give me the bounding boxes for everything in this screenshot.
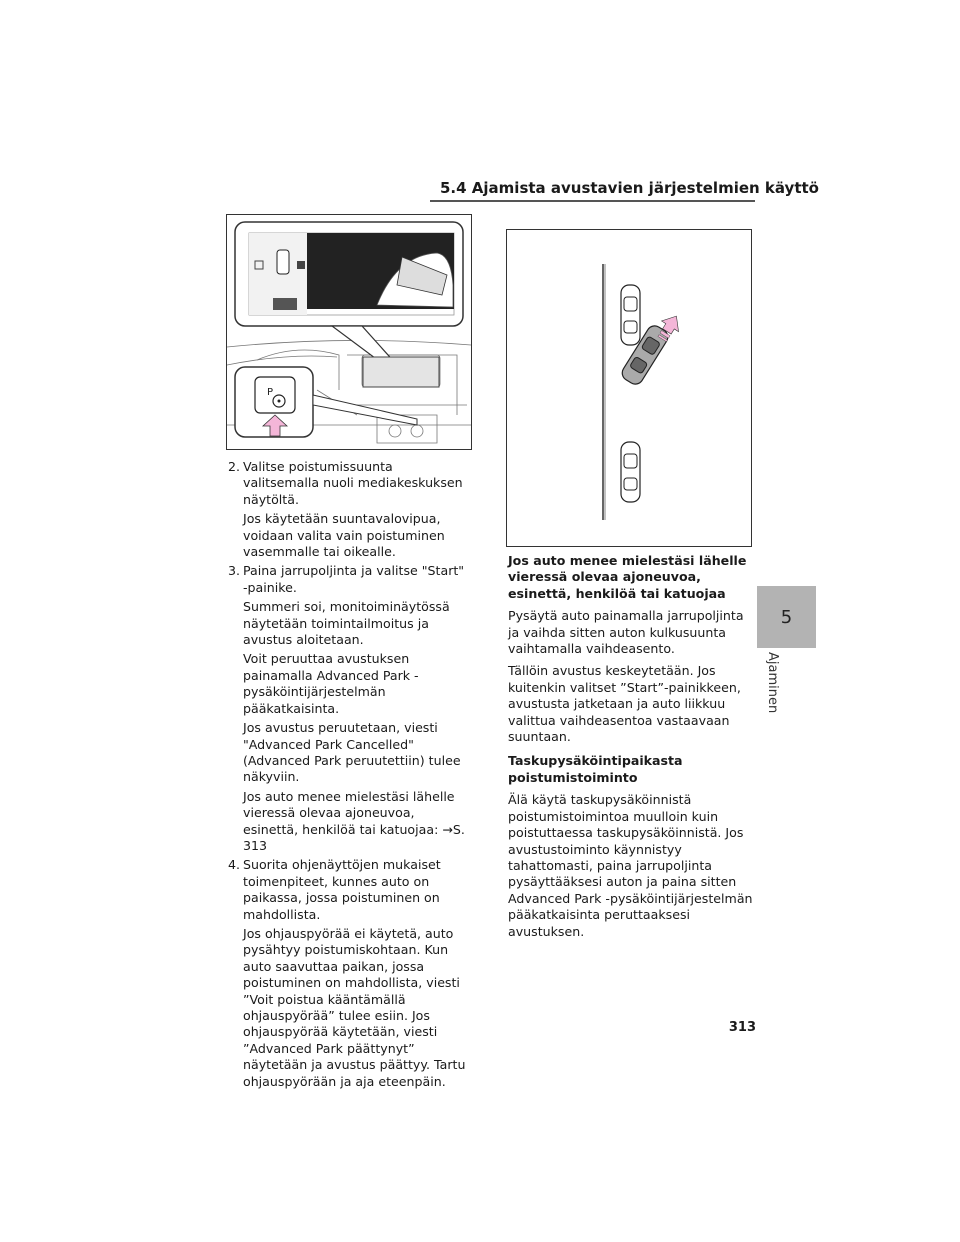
- section-heading: Jos auto menee mielestäsi lähelle vieressä olevaa ajoneuvoa, esinettä, henkilöä tai katuojaa: [508, 553, 747, 601]
- step-note: Voit peruuttaa avustuksen painamalla Advanced Park -pysäköintijärjestelmän pääkatkaisinta.: [243, 651, 419, 716]
- section-heading: Taskupysäköintipaikasta poistumistoiminto: [508, 753, 683, 785]
- step-text: Paina jarrupoljinta ja valitse "Start" -painike.: [243, 563, 465, 595]
- step-3: [228, 563, 472, 596]
- chapter-tab: 5: [757, 586, 816, 648]
- step-2: [228, 459, 472, 508]
- step-number: 4.: [228, 857, 241, 873]
- step-note: Jos ohjauspyörää ei käytetä, auto pysähtyy poistumiskohtaan. Kun auto saavuttaa paikan, jossa poistuminen on mahdollista, viesti ”Voit poistua kääntämällä ohjauspyörää” tulee esiin. Jos ohjauspyörää käytetään, viesti ”Advanced Park päättynyt” näytetään ja avustus päättyy. Tartu ohjauspyörään ja aja eteenpäin.: [243, 925, 466, 1089]
- parking-exit-illustration: [506, 229, 752, 547]
- dashboard-illustration: [226, 214, 472, 450]
- step-note: Jos avustus peruutetaan, viesti "Advanced Park Cancelled" (Advanced Park peruutettiin) tulee näkyviin.: [243, 720, 461, 785]
- step-note: Summeri soi, monitoiminäytössä näytetään toimintailmoitus ja avustus aloitetaan.: [243, 599, 450, 648]
- page-reference-link[interactable]: →S. 313: [243, 821, 465, 853]
- page-number: 313: [728, 1020, 756, 1035]
- paragraph: Älä käytä taskupysäköinnistä poistumistoimintoa muulloin kuin poistuttaessa taskupysäköinnistä. Jos avustustoiminto käynnistyy tahattomasti, paina jarrupoljinta pysäyttääksesi auton ja paina sitten Advanced Park -pysäköintijärjestelmän pääkatkaisinta peruttaaksesi avustuksen.: [508, 792, 753, 939]
- paragraph: Tällöin avustus keskeytetään. Jos kuitenkin valitset ”Start”-painikkeen, avustusta jatketaan ja auto liikkuu valittua vaihdeasentoa vastaavaan suuntaan.: [508, 663, 741, 745]
- step-text: Valitse poistumissuunta valitsemalla nuoli mediakeskuksen näytöltä.: [243, 459, 463, 507]
- step-number: 3.: [228, 563, 241, 579]
- step-note: Jos käytetään suuntavalovipua, voidaan valita vain poistuminen vasemmalle tai oikealle.: [243, 511, 445, 560]
- chapter-label: [760, 652, 784, 722]
- left-column: [228, 459, 472, 1090]
- step-text: Suorita ohjenäyttöjen mukaiset toimenpiteet, kunnes auto on paikassa, jossa poistuminen on mahdollista.: [243, 857, 441, 922]
- p-button-label: P: [267, 387, 274, 398]
- paragraph: Pysäytä auto painamalla jarrupoljinta ja vaihda sitten auton kulkusuunta vaihtamalla vaihdeasento.: [508, 608, 744, 657]
- right-column: [508, 553, 754, 940]
- parked-car-front: [621, 285, 640, 345]
- step-number: 2.: [228, 459, 241, 474]
- step-note-with-ref: [243, 789, 472, 855]
- step-4: [228, 857, 472, 923]
- chapter-label-text: Ajaminen: [765, 652, 780, 714]
- parked-car-rear: [621, 442, 640, 502]
- title-divider: [430, 200, 755, 202]
- section-title: 5.4 Ajamista avustavien järjestelmien käyttö: [440, 179, 819, 197]
- step-note: Jos auto menee mielestäsi lähelle vieressä olevaa ajoneuvoa, esinettä, henkilöä tai katuojaa:: [243, 788, 455, 837]
